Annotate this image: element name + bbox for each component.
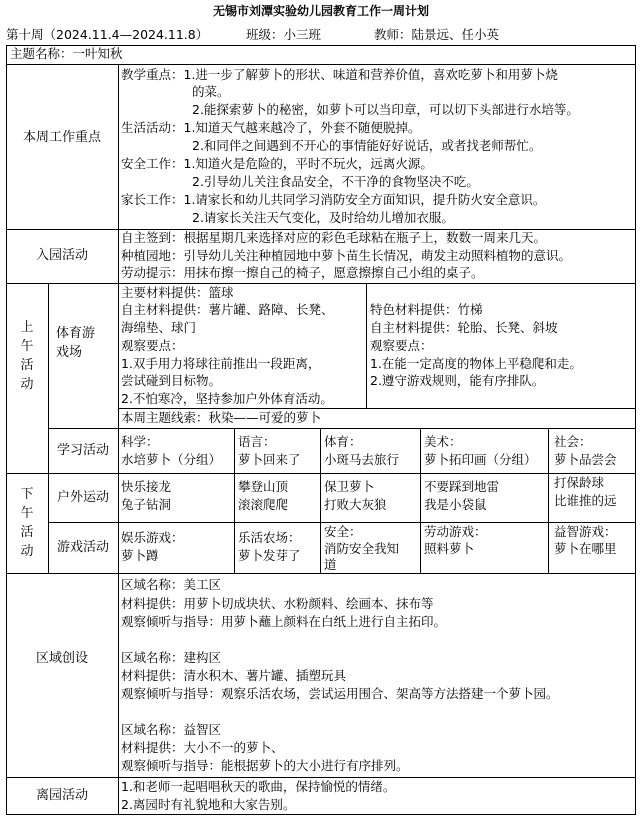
games-label: 游戏活动 [56,540,109,555]
game-name: 照料萝卜 [424,541,475,556]
sports-line: 2.不怕寒冷，坚持参加户外体育活动。 [121,391,333,406]
arrival-line: 自主签到：根据星期几来选择对应的彩色毛球粘在瓶子上，数数一周来几天。 [121,230,547,245]
sports-line: 尝试碰到目标物。 [121,373,222,388]
sports-line: 主要材料提供：篮球 [121,285,234,300]
sports-line: 观察要点： [370,338,433,353]
page-title: 无锡市刘潭实验幼儿园教育工作一周计划 [212,4,429,18]
area-line: 材料提供：大小不一的萝卜、 [121,740,284,755]
area-line: 材料提供：清水积木、薯片罐、插塑玩具 [121,668,347,683]
learning-activity: 小斑马去旅行 [324,452,400,467]
weekly-theme-clue: 本周主题线索：秋染——可爱的萝卜 [121,410,322,425]
outdoor-game: 我是小袋鼠 [424,497,487,512]
sports-line: 海绵垫、球门 [121,320,197,335]
game-name: 萝卜发芽了 [238,548,301,563]
game-name: 道 [324,557,337,572]
focus-line: 2.和同伴之间遇到不开心的事情能好好说话，或者找老师帮忙。 [192,138,542,153]
game-type: 乐活农场： [238,530,301,545]
teacher-names: 教师：陆景远、任小英 [374,27,500,42]
outdoor-label: 户外运动 [56,490,109,505]
outdoor-game: 快乐接龙 [121,479,172,494]
focus-line: 教学重点：1.进一步了解萝卜的形状、味道和营养价值，喜欢吃萝卜和用萝卜烧 [121,67,558,82]
focus-line: 2.请家长关注天气变化，及时给幼儿增加衣服。 [192,210,454,225]
learning-label: 学习活动 [56,443,109,458]
learning-activity: 水培萝卜（分组） [121,452,222,467]
sports-label: 体育游戏场 [56,326,96,360]
learning-subject: 语言： [238,434,276,449]
departure-label: 离园活动 [35,788,88,803]
focus-line: 的菜。 [192,84,230,99]
plan-header [6,26,499,44]
area-line: 观察倾听与指导：用萝卜蘸上颜料在白纸上进行自主拓印。 [121,614,447,629]
outdoor-game: 打保龄球 [554,475,605,490]
game-type: 益智游戏： [554,524,617,539]
learning-subject: 科学： [121,434,159,449]
learning-activity: 萝卜拓印画（分组） [424,452,537,467]
weekly-focus-label: 本周工作重点 [22,130,101,145]
sports-line: 自主材料提供：薯片罐、路障、长凳、 [121,302,334,317]
outdoor-game: 不要踩到地雷 [424,479,500,494]
game-name: 萝卜在哪里 [554,541,617,556]
learning-activity: 萝卜回来了 [238,452,301,467]
sports-line: 1.双手用力将球往前推出一段距离， [121,356,321,371]
areas-label: 区域创设 [35,651,88,666]
outdoor-game: 比谁推的远 [554,493,617,508]
focus-line: 2.能探索萝卜的秘密，如萝卜可以当印章，可以切下头部进行水培等。 [192,102,579,117]
area-line: 观察倾听与指导：能根据萝卜的大小进行有序排列。 [121,758,409,773]
arrival-label: 入园活动 [35,248,88,263]
sports-line: 观察要点： [121,338,184,353]
outdoor-game: 攀登山顶 [238,479,289,494]
area-line: 区域名称：建构区 [121,650,222,665]
focus-line: 家长工作：1.请家长和幼儿共同学习消防安全方面知识，提升防火安全意识。 [121,192,546,207]
learning-subject: 社会： [554,434,592,449]
learning-activity: 萝卜品尝会 [554,452,617,467]
week-range: 第十周（2024.11.4—2024.11.8） [6,27,209,42]
game-name: 萝卜蹲 [121,548,159,563]
departure-line: 1.和老师一起唱唱秋天的歌曲，保持愉悦的情绪。 [121,779,396,794]
outdoor-game: 滚滚爬爬 [238,497,289,512]
game-type: 安全： [324,524,362,539]
arrival-line: 种植园地：引导幼儿关注种植园地中萝卜苗生长情况，萌发主动照料植物的意识。 [121,248,572,263]
area-line: 材料提供：用萝卜切成块状、水粉颜料、绘画本、抹布等 [121,596,434,611]
arrival-line: 劳动提示：用抹布擦一擦自己的椅子，愿意擦擦自己小组的桌子。 [121,265,484,280]
game-type: 娱乐游戏： [121,530,184,545]
sports-line: 自主材料提供：轮胎、长凳、斜坡 [370,320,558,335]
sports-line: 2.遵守游戏规则，能有序排队。 [370,373,545,388]
area-line: 区域名称：益智区 [121,722,222,737]
sports-line: 1.在能一定高度的物体上平稳爬和走。 [370,356,582,371]
area-line: 区域名称：美工区 [121,577,222,592]
outdoor-game: 兔子钻洞 [121,497,172,512]
learning-subject: 美术： [424,434,462,449]
sports-line: 特色材料提供：竹梯 [370,302,483,317]
morning-label: 上午活动 [20,320,34,392]
focus-line: 安全工作：1.知道火是危险的，平时不玩火，远离火源。 [121,156,433,171]
class-name: 班级：小三班 [246,27,322,42]
focus-line: 生活活动：1.知道天气越来越冷了，外套不随便脱掉。 [121,120,421,135]
area-line: 观察倾听与指导：观察乐活农场，尝试运用围合、架高等方法搭建一个萝卜园。 [121,686,559,701]
afternoon-label: 下午活动 [20,487,34,559]
learning-subject: 体育： [324,434,362,449]
outdoor-game: 保卫萝卜 [324,479,375,494]
game-type: 劳动游戏： [424,524,487,539]
focus-line: 2.引导幼儿关注食品安全，不干净的食物坚决不吃。 [192,174,479,189]
theme-name: 主题名称：一叶知秋 [10,46,123,61]
outdoor-game: 打败大灰狼 [324,497,387,512]
departure-line: 2.离园时有礼貌地和大家告别。 [121,797,296,812]
game-name: 消防安全我知 [324,541,400,556]
